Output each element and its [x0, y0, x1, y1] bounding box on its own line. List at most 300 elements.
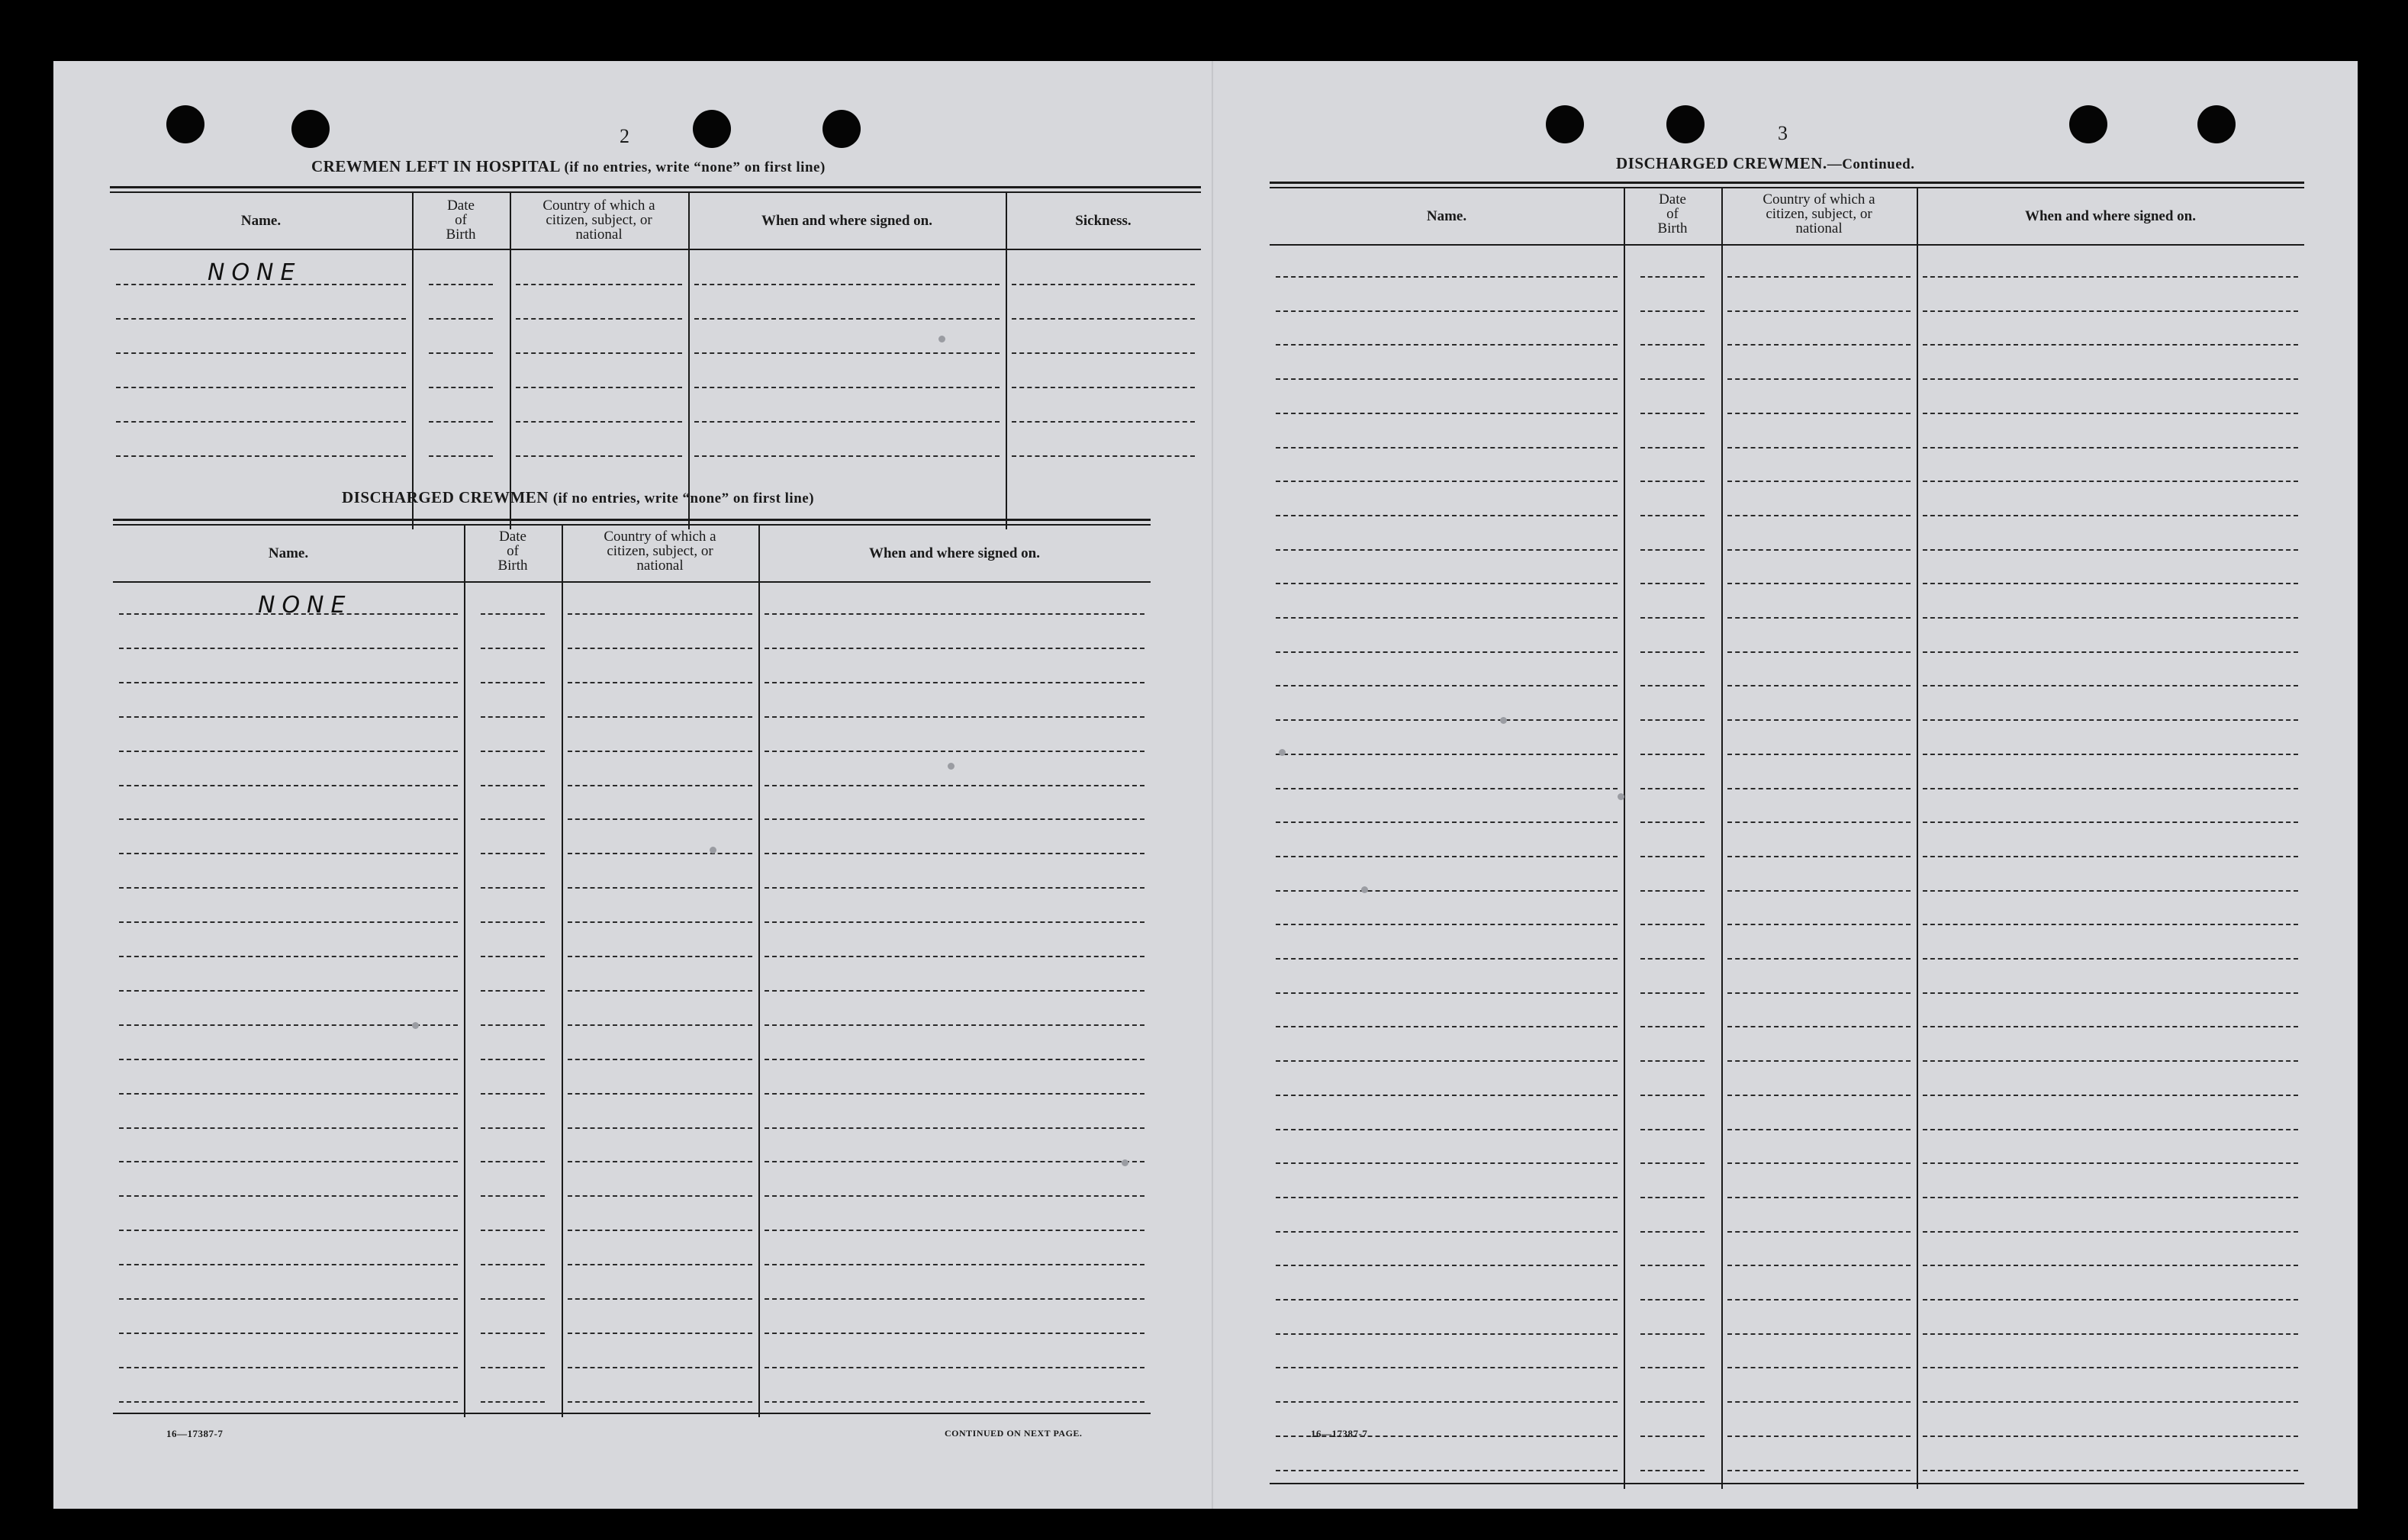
entry-line	[765, 613, 1144, 615]
entry-line	[1640, 1162, 1705, 1164]
punch-hole	[2197, 105, 2236, 143]
column-divider	[464, 524, 465, 1417]
left-page	[53, 61, 1213, 1509]
discharged-title-text: DISCHARGED CREWMEN	[342, 488, 549, 506]
entry-line	[516, 387, 682, 388]
column-divider	[1721, 187, 1723, 1489]
entry-line	[481, 1059, 545, 1060]
entry-line	[694, 284, 1000, 285]
entry-line	[1276, 310, 1618, 312]
entry-line	[1276, 821, 1618, 823]
entry-line	[481, 1333, 545, 1334]
entry-line	[119, 613, 458, 615]
entry-line	[568, 1230, 752, 1231]
column-divider	[1006, 191, 1007, 529]
entry-line	[481, 1264, 545, 1265]
entry-line	[765, 1230, 1144, 1231]
entry-line	[1923, 1299, 2298, 1300]
entry-line	[1923, 856, 2298, 857]
entry-line	[1727, 617, 1911, 619]
paper-speck	[1618, 793, 1624, 800]
entry-line	[481, 751, 545, 752]
entry-line	[1276, 1401, 1618, 1403]
entry-line	[765, 682, 1144, 683]
hospital-title-text: CREWMEN LEFT IN HOSPITAL	[311, 157, 560, 175]
handwritten-entry: NONE	[208, 259, 302, 286]
entry-line	[1640, 1333, 1705, 1335]
header-date-of-birth: Date of Birth	[497, 529, 528, 574]
entry-line	[481, 1230, 545, 1231]
header-name: Name.	[1426, 208, 1467, 224]
entry-line	[481, 1093, 545, 1095]
entry-line	[429, 387, 493, 388]
discharged-continued-title-text: DISCHARGED CREWMEN.	[1616, 154, 1827, 172]
entry-line	[1923, 515, 2298, 516]
entry-line	[1276, 1095, 1618, 1096]
column-divider	[758, 524, 760, 1417]
entry-line	[568, 818, 752, 820]
entry-line	[1923, 549, 2298, 551]
entry-line	[1276, 481, 1618, 482]
entry-line	[481, 716, 545, 718]
entry-line	[1640, 1265, 1705, 1266]
header-sickness: Sickness.	[1075, 213, 1132, 229]
paper-speck	[1500, 717, 1507, 724]
entry-line	[1276, 1299, 1618, 1300]
entry-line	[1640, 344, 1705, 346]
paper-speck	[1279, 749, 1286, 756]
table-bottom-rule	[1270, 1483, 2304, 1484]
form-number: 16—17387-7	[166, 1428, 224, 1439]
entry-line	[694, 318, 1000, 320]
header-signed-on: When and where signed on.	[761, 213, 932, 229]
entry-line	[1640, 310, 1705, 312]
entry-line	[1276, 788, 1618, 789]
entry-line	[1727, 1470, 1911, 1471]
entry-line	[119, 990, 458, 992]
entry-line	[481, 1401, 545, 1403]
entry-line	[765, 1127, 1144, 1129]
entry-line	[481, 887, 545, 889]
entry-line	[1727, 958, 1911, 960]
entry-line	[429, 318, 493, 320]
entry-line	[1640, 685, 1705, 686]
handwritten-entry: NONE	[258, 592, 353, 619]
entry-line	[1276, 685, 1618, 686]
entry-line	[1727, 515, 1911, 516]
entry-line	[119, 1161, 458, 1162]
entry-line	[1727, 1367, 1911, 1368]
entry-line	[1923, 890, 2298, 892]
entry-line	[765, 990, 1144, 992]
entry-line	[1727, 481, 1911, 482]
paper-speck	[938, 336, 945, 342]
header-signed-on: When and where signed on.	[868, 545, 1040, 561]
paper-speck	[1361, 886, 1368, 893]
entry-line	[765, 956, 1144, 957]
entry-line	[516, 455, 682, 457]
discharged-table	[113, 519, 1151, 1417]
entry-line	[1923, 413, 2298, 414]
entry-line	[1923, 719, 2298, 721]
entry-line	[516, 284, 682, 285]
entry-line	[1923, 1231, 2298, 1233]
entry-line	[1923, 1436, 2298, 1437]
entry-line	[1727, 754, 1911, 755]
entry-line	[119, 682, 458, 683]
entry-line	[1276, 1470, 1618, 1471]
entry-line	[694, 387, 1000, 388]
column-divider	[412, 191, 414, 529]
column-divider	[1917, 187, 1918, 1489]
entry-line	[1727, 1333, 1911, 1335]
entry-line	[481, 682, 545, 683]
entry-line	[119, 716, 458, 718]
header-country: Country of which a citizen, subject, or national	[542, 198, 655, 243]
entry-line	[1727, 1026, 1911, 1027]
header-date-of-birth: Date of Birth	[1657, 191, 1688, 236]
entry-line	[1923, 1265, 2298, 1266]
entry-line	[481, 1195, 545, 1197]
entry-line	[1640, 1060, 1705, 1062]
entry-line	[119, 1367, 458, 1368]
entry-line	[1923, 1401, 2298, 1403]
entry-line	[481, 1298, 545, 1300]
entry-line	[481, 818, 545, 820]
entry-line	[1640, 1299, 1705, 1300]
entry-line	[1276, 992, 1618, 994]
entry-line	[481, 648, 545, 649]
entry-line	[1923, 344, 2298, 346]
entry-line	[765, 1195, 1144, 1197]
table-top-rule	[113, 524, 1151, 526]
entry-line	[1640, 1095, 1705, 1096]
entry-line	[1276, 924, 1618, 925]
entry-line	[1727, 1060, 1911, 1062]
entry-line	[568, 1264, 752, 1265]
punch-hole	[1666, 105, 1705, 143]
entry-line	[116, 387, 406, 388]
entry-line	[116, 421, 406, 423]
table-top-rule	[1270, 187, 2304, 188]
entry-line	[1276, 413, 1618, 414]
hospital-section-title	[311, 157, 826, 176]
entry-line	[568, 1195, 752, 1197]
header-signed-on: When and where signed on.	[2024, 208, 2196, 224]
discharged-section-title	[342, 488, 814, 507]
entry-line	[568, 1367, 752, 1368]
entry-line	[1276, 1197, 1618, 1198]
entry-line	[765, 785, 1144, 786]
entry-line	[1640, 1470, 1705, 1471]
entry-line	[119, 1127, 458, 1129]
entry-line	[119, 853, 458, 854]
entry-line	[1923, 1197, 2298, 1198]
entry-line	[765, 818, 1144, 820]
header-bottom-rule	[1270, 244, 2304, 246]
entry-line	[568, 1093, 752, 1095]
entry-line	[1727, 583, 1911, 584]
entry-line	[1276, 1265, 1618, 1266]
entry-line	[1727, 685, 1911, 686]
header-name: Name.	[240, 213, 282, 229]
entry-line	[1276, 378, 1618, 380]
entry-line	[1923, 924, 2298, 925]
entry-line	[1923, 617, 2298, 619]
entry-line	[1923, 1026, 2298, 1027]
header-name: Name.	[268, 545, 309, 561]
column-divider	[1624, 187, 1625, 1489]
entry-line	[568, 1298, 752, 1300]
punch-hole	[166, 105, 204, 143]
entry-line	[1923, 788, 2298, 789]
entry-line	[765, 853, 1144, 854]
table-top-rule	[113, 519, 1151, 521]
entry-line	[1640, 276, 1705, 278]
entry-line	[568, 1127, 752, 1129]
entry-line	[119, 648, 458, 649]
entry-line	[516, 421, 682, 423]
entry-line	[1640, 1026, 1705, 1027]
entry-line	[568, 1024, 752, 1026]
entry-line	[1276, 1367, 1618, 1368]
entry-line	[1012, 352, 1195, 354]
entry-line	[1276, 549, 1618, 551]
entry-line	[765, 1024, 1144, 1026]
entry-line	[1727, 1129, 1911, 1130]
entry-line	[568, 1333, 752, 1334]
entry-line	[568, 751, 752, 752]
entry-line	[1727, 1095, 1911, 1096]
entry-line	[1640, 413, 1705, 414]
entry-line	[765, 1059, 1144, 1060]
column-divider	[688, 191, 690, 529]
entry-line	[568, 682, 752, 683]
entry-line	[1276, 1026, 1618, 1027]
form-number: 16—17387-7	[1311, 1428, 1368, 1439]
entry-line	[481, 1127, 545, 1129]
entry-line	[119, 1059, 458, 1060]
entry-line	[1640, 583, 1705, 584]
entry-line	[119, 751, 458, 752]
entry-line	[429, 352, 493, 354]
discharged-continued-table	[1270, 182, 2304, 1489]
entry-line	[1276, 856, 1618, 857]
entry-line	[1012, 318, 1195, 320]
entry-line	[481, 1024, 545, 1026]
entry-line	[1727, 1231, 1911, 1233]
entry-line	[1923, 958, 2298, 960]
entry-line	[1276, 583, 1618, 584]
header-country: Country of which a citizen, subject, or national	[604, 529, 716, 574]
entry-line	[1727, 924, 1911, 925]
entry-line	[1012, 284, 1195, 285]
paper-speck	[412, 1022, 419, 1029]
entry-line	[1640, 754, 1705, 755]
entry-line	[568, 921, 752, 923]
entry-line	[481, 613, 545, 615]
entry-line	[1640, 447, 1705, 448]
entry-line	[481, 1367, 545, 1368]
entry-line	[568, 1401, 752, 1403]
entry-line	[1640, 719, 1705, 721]
entry-line	[1640, 481, 1705, 482]
punch-hole	[1546, 105, 1584, 143]
entry-line	[1640, 378, 1705, 380]
entry-line	[1923, 481, 2298, 482]
entry-line	[1923, 1095, 2298, 1096]
entry-line	[516, 318, 682, 320]
entry-line	[568, 1059, 752, 1060]
page-number: 2	[620, 125, 629, 147]
entry-line	[1276, 754, 1618, 755]
entry-line	[765, 921, 1144, 923]
entry-line	[1640, 992, 1705, 994]
entry-line	[516, 352, 682, 354]
right-page	[1213, 61, 2358, 1509]
entry-line	[765, 1093, 1144, 1095]
entry-line	[1640, 1367, 1705, 1368]
entry-line	[1923, 992, 2298, 994]
entry-line	[765, 1264, 1144, 1265]
entry-line	[1276, 515, 1618, 516]
entry-line	[1727, 992, 1911, 994]
entry-line	[1276, 1333, 1618, 1335]
entry-line	[116, 318, 406, 320]
entry-line	[1727, 378, 1911, 380]
entry-line	[694, 455, 1000, 457]
entry-line	[568, 716, 752, 718]
entry-line	[119, 1298, 458, 1300]
entry-line	[1276, 719, 1618, 721]
entry-line	[1640, 924, 1705, 925]
punch-hole	[291, 110, 330, 148]
entry-line	[119, 1333, 458, 1334]
entry-line	[568, 853, 752, 854]
header-date-of-birth: Date of Birth	[446, 198, 476, 243]
entry-line	[1727, 344, 1911, 346]
entry-line	[1923, 1470, 2298, 1471]
continued-suffix: —Continued.	[1827, 156, 1915, 172]
header-bottom-rule	[113, 581, 1151, 583]
entry-line	[1640, 1436, 1705, 1437]
entry-line	[1727, 856, 1911, 857]
entry-line	[1923, 651, 2298, 653]
entry-line	[1276, 1129, 1618, 1130]
entry-line	[1727, 719, 1911, 721]
entry-line	[568, 648, 752, 649]
table-bottom-rule	[113, 1413, 1151, 1414]
entry-line	[1640, 788, 1705, 789]
entry-line	[429, 455, 493, 457]
entry-line	[1276, 651, 1618, 653]
entry-line	[481, 956, 545, 957]
entry-line	[119, 1093, 458, 1095]
entry-line	[1923, 310, 2298, 312]
entry-line	[1640, 1231, 1705, 1233]
hospital-title-note: (if no entries, write “none” on first line)	[564, 159, 826, 175]
entry-line	[1276, 1231, 1618, 1233]
entry-line	[1640, 856, 1705, 857]
entry-line	[119, 1401, 458, 1403]
header-bottom-rule	[110, 249, 1201, 250]
entry-line	[1727, 651, 1911, 653]
entry-line	[1727, 890, 1911, 892]
entry-line	[1727, 1436, 1911, 1437]
entry-line	[1276, 890, 1618, 892]
entry-line	[1727, 1197, 1911, 1198]
entry-line	[765, 1401, 1144, 1403]
entry-line	[119, 1195, 458, 1197]
entry-line	[1923, 1333, 2298, 1335]
entry-line	[765, 887, 1144, 889]
entry-line	[119, 1024, 458, 1026]
entry-line	[694, 352, 1000, 354]
paper-speck	[1122, 1159, 1128, 1166]
entry-line	[429, 284, 493, 285]
entry-line	[1727, 276, 1911, 278]
entry-line	[429, 421, 493, 423]
entry-line	[1727, 1265, 1911, 1266]
entry-line	[1640, 821, 1705, 823]
entry-line	[481, 921, 545, 923]
entry-line	[119, 921, 458, 923]
entry-line	[1923, 1367, 2298, 1368]
entry-line	[1923, 276, 2298, 278]
entry-line	[1276, 617, 1618, 619]
column-divider	[562, 524, 563, 1417]
entry-line	[765, 648, 1144, 649]
entry-line	[1640, 651, 1705, 653]
entry-line	[1276, 958, 1618, 960]
paper-speck	[710, 847, 716, 854]
entry-line	[1276, 344, 1618, 346]
entry-line	[119, 1230, 458, 1231]
table-top-rule	[110, 191, 1201, 193]
discharged-continued-title	[1616, 154, 1914, 173]
page-number: 3	[1778, 122, 1788, 144]
entry-line	[1640, 617, 1705, 619]
entry-line	[1012, 455, 1195, 457]
entry-line	[119, 818, 458, 820]
entry-line	[568, 887, 752, 889]
column-divider	[510, 191, 511, 529]
entry-line	[1727, 1162, 1911, 1164]
entry-line	[568, 1161, 752, 1162]
entry-line	[116, 284, 406, 285]
table-top-rule	[110, 186, 1201, 188]
header-country: Country of which a citizen, subject, or national	[1763, 191, 1875, 236]
entry-line	[481, 1161, 545, 1162]
table-top-rule	[1270, 182, 2304, 184]
entry-line	[765, 1367, 1144, 1368]
entry-line	[1640, 515, 1705, 516]
entry-line	[481, 785, 545, 786]
punch-hole	[2069, 105, 2107, 143]
entry-line	[568, 613, 752, 615]
entry-line	[1923, 1060, 2298, 1062]
entry-line	[1640, 1197, 1705, 1198]
entry-line	[1727, 821, 1911, 823]
entry-line	[1923, 378, 2298, 380]
entry-line	[1727, 1299, 1911, 1300]
entry-line	[1640, 549, 1705, 551]
entry-line	[765, 1298, 1144, 1300]
entry-line	[765, 751, 1144, 752]
entry-line	[1727, 447, 1911, 448]
entry-line	[568, 956, 752, 957]
paper-speck	[948, 763, 955, 770]
